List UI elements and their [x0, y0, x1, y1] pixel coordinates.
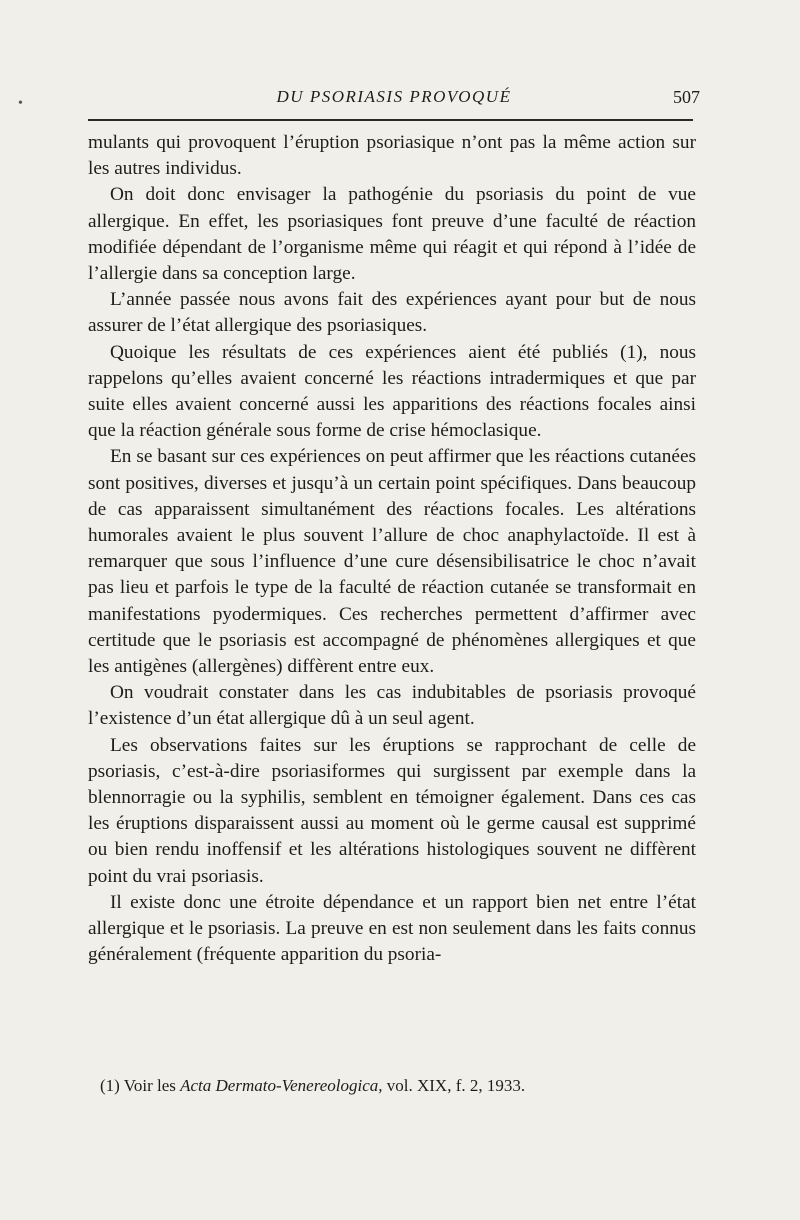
header-rule	[88, 119, 693, 121]
footnote-prefix: (1) Voir les	[100, 1076, 176, 1095]
paragraph-4: Quoique les résultats de ces expériences aient été publiés (1), nous rappelons qu’elles avaient concerné les réactions intradermiques et que par suite elles avaient concerné aussi les apparitions des réactions focales ainsi que la réaction générale sous forme de crise hémoclasique.	[88, 341, 696, 442]
paragraph-6: On voudrait constater dans les cas indubitables de psoriasis provoqué l’existence d’un état allergique dû à un seul agent.	[88, 682, 696, 730]
paragraph-7: Les observations faites sur les éruptions se rapprochant de celle de psoriasis, c’est-à-dire psoriasiformes qui surgissent par exemple dans la blennorragie ou la syphilis, semblent en témoigner également. Dans ces cas les éruptions disparaissent aussi au moment où le germe causal est supprimé ou bien rendu inoffensif et les altérations histologiques souvent ne diffèrent point du vrai psoriasis.	[88, 734, 696, 887]
paragraph-3: L’année passée nous avons fait des expériences ayant pour but de nous assurer de l’état allergique des psoriasiques.	[88, 289, 696, 337]
paragraph-1: mulants qui provoquent l’éruption psoriasique n’ont pas la même action sur les autres individus.	[88, 132, 696, 180]
footnote	[100, 1074, 525, 1098]
margin-mark: •	[18, 96, 23, 111]
paragraph-8: Il existe donc une étroite dépendance et un rapport bien net entre l’état allergique et le psoriasis. La preuve en est non seulement dans les faits connus généralement (fréquente apparition du psoria-	[88, 891, 696, 966]
paragraph-5: En se basant sur ces expériences on peut affirmer que les réactions cutanées sont positives, diverses et jusqu’à un certain point spécifiques. Dans beaucoup de cas apparaissent simultanément des réactions focales. Les altérations humorales avaient le plus souvent l’allure de choc anaphylactoïde. Il est à remarquer que sous l’influence d’une cure désensibilisatrice le choc n’avait pas lieu et parfois le type de la faculté de réaction cutanée se transformait en manifestations pyodermiques. Ces recherches permettent d’affirmer avec certitude que le psoriasis est accompagné de phénomènes allergiques et que les antigènes (allergènes) diffèrent entre eux.	[88, 446, 696, 678]
running-head	[88, 82, 700, 112]
body-text	[88, 130, 696, 969]
footnote-journal: Acta Dermato-Venereologica,	[180, 1076, 383, 1095]
running-title: DU PSORIASIS PROVOQUÉ	[276, 87, 512, 106]
page-number: 507	[673, 87, 700, 107]
footnote-reference: vol. XIX, f. 2, 1933.	[386, 1076, 526, 1095]
paragraph-2: On doit donc envisager la pathogénie du psoriasis du point de vue allergique. En effet, les psoriasiques font preuve d’une faculté de réaction modifiée dépendant de l’organisme même qui réagit et qui répond à l’idée de l’allergie dans sa conception large.	[88, 184, 696, 285]
